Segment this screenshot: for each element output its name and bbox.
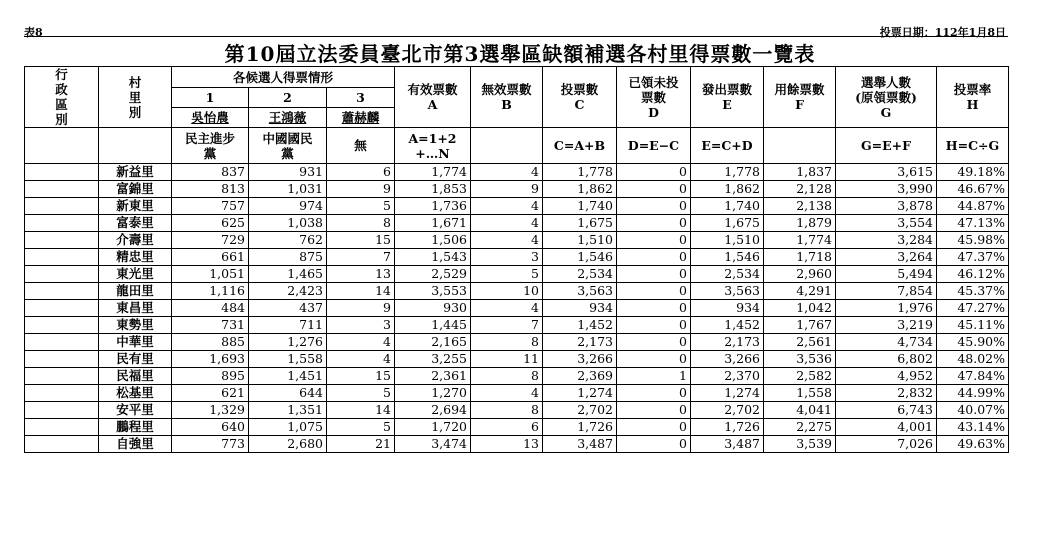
district-cell bbox=[25, 402, 99, 419]
turnout-rate: 45.37% bbox=[937, 283, 1009, 300]
ballots-issued: 2,173 bbox=[691, 334, 764, 351]
votes-candidate-2: 1,038 bbox=[249, 215, 327, 232]
district-cell bbox=[25, 419, 99, 436]
votes-candidate-1: 895 bbox=[172, 368, 249, 385]
formula-issued: E=C+D bbox=[691, 128, 764, 164]
candidate-number: 2 bbox=[249, 88, 327, 108]
electors: 3,284 bbox=[836, 232, 937, 249]
votes-candidate-3: 14 bbox=[327, 402, 395, 419]
unused-ballots: 0 bbox=[617, 300, 691, 317]
turnout-rate: 49.63% bbox=[937, 436, 1009, 453]
unused-ballots: 1 bbox=[617, 368, 691, 385]
village-name: 民福里 bbox=[99, 368, 172, 385]
turnout-rate: 45.11% bbox=[937, 317, 1009, 334]
votes-candidate-2: 762 bbox=[249, 232, 327, 249]
votes-candidate-2: 1,558 bbox=[249, 351, 327, 368]
ballots-remaining: 4,291 bbox=[764, 283, 836, 300]
table-body bbox=[25, 164, 1009, 453]
district-cell bbox=[25, 300, 99, 317]
header-cast: 投票數 C bbox=[543, 67, 617, 128]
district-cell bbox=[25, 351, 99, 368]
village-name: 自強里 bbox=[99, 436, 172, 453]
unused-ballots: 0 bbox=[617, 385, 691, 402]
ballots-remaining: 1,879 bbox=[764, 215, 836, 232]
table-row bbox=[25, 232, 1009, 249]
ballots-remaining: 1,558 bbox=[764, 385, 836, 402]
votes-cast: 3,266 bbox=[543, 351, 617, 368]
formula-turnout: H=C÷G bbox=[937, 128, 1009, 164]
turnout-rate: 45.90% bbox=[937, 334, 1009, 351]
ballots-issued: 1,740 bbox=[691, 198, 764, 215]
header-village-cont bbox=[99, 128, 172, 164]
ballots-remaining: 2,960 bbox=[764, 266, 836, 283]
votes-candidate-3: 8 bbox=[327, 215, 395, 232]
turnout-rate: 47.84% bbox=[937, 368, 1009, 385]
table-row bbox=[25, 215, 1009, 232]
unused-ballots: 0 bbox=[617, 266, 691, 283]
electors: 1,976 bbox=[836, 300, 937, 317]
votes-cast: 2,369 bbox=[543, 368, 617, 385]
header-invalid: 無效票數 B bbox=[471, 67, 543, 128]
votes-cast: 1,862 bbox=[543, 181, 617, 198]
unused-ballots: 0 bbox=[617, 436, 691, 453]
votes-candidate-3: 5 bbox=[327, 198, 395, 215]
unused-ballots: 0 bbox=[617, 283, 691, 300]
electors: 3,219 bbox=[836, 317, 937, 334]
table-row bbox=[25, 249, 1009, 266]
ballots-issued: 1,510 bbox=[691, 232, 764, 249]
valid-votes: 1,720 bbox=[395, 419, 471, 436]
header-district: 行 政 區 別 bbox=[25, 67, 99, 128]
votes-candidate-2: 1,351 bbox=[249, 402, 327, 419]
district-cell bbox=[25, 198, 99, 215]
valid-votes: 1,736 bbox=[395, 198, 471, 215]
valid-votes: 1,506 bbox=[395, 232, 471, 249]
header-village: 村 里 別 bbox=[99, 67, 172, 128]
vote-table bbox=[24, 66, 1009, 453]
votes-candidate-3: 6 bbox=[327, 164, 395, 181]
turnout-rate: 47.37% bbox=[937, 249, 1009, 266]
votes-cast: 2,534 bbox=[543, 266, 617, 283]
ballots-issued: 2,702 bbox=[691, 402, 764, 419]
votes-candidate-2: 2,423 bbox=[249, 283, 327, 300]
valid-votes: 1,445 bbox=[395, 317, 471, 334]
votes-candidate-1: 813 bbox=[172, 181, 249, 198]
votes-cast: 1,510 bbox=[543, 232, 617, 249]
district-cell bbox=[25, 215, 99, 232]
district-cell bbox=[25, 181, 99, 198]
votes-candidate-3: 4 bbox=[327, 351, 395, 368]
formula-remaining bbox=[764, 128, 836, 164]
invalid-votes: 8 bbox=[471, 402, 543, 419]
electors: 4,952 bbox=[836, 368, 937, 385]
valid-votes: 930 bbox=[395, 300, 471, 317]
votes-candidate-1: 757 bbox=[172, 198, 249, 215]
votes-cast: 1,726 bbox=[543, 419, 617, 436]
electors: 6,743 bbox=[836, 402, 937, 419]
turnout-rate: 48.02% bbox=[937, 351, 1009, 368]
ballots-remaining: 3,539 bbox=[764, 436, 836, 453]
header-valid: 有效票數 A bbox=[395, 67, 471, 128]
valid-votes: 2,529 bbox=[395, 266, 471, 283]
electors: 2,832 bbox=[836, 385, 937, 402]
turnout-rate: 44.87% bbox=[937, 198, 1009, 215]
votes-candidate-2: 1,075 bbox=[249, 419, 327, 436]
electors: 6,802 bbox=[836, 351, 937, 368]
votes-candidate-3: 14 bbox=[327, 283, 395, 300]
valid-votes: 3,474 bbox=[395, 436, 471, 453]
table-row bbox=[25, 419, 1009, 436]
header-electors: 選舉人數 (原領票數) G bbox=[836, 67, 937, 128]
candidate-party: 無 bbox=[327, 128, 395, 164]
ballots-issued: 1,452 bbox=[691, 317, 764, 334]
votes-cast: 1,546 bbox=[543, 249, 617, 266]
village-name: 介壽里 bbox=[99, 232, 172, 249]
table-row bbox=[25, 181, 1009, 198]
village-name: 新益里 bbox=[99, 164, 172, 181]
votes-candidate-1: 1,116 bbox=[172, 283, 249, 300]
invalid-votes: 9 bbox=[471, 181, 543, 198]
village-name: 民有里 bbox=[99, 351, 172, 368]
votes-candidate-1: 1,329 bbox=[172, 402, 249, 419]
table-row bbox=[25, 436, 1009, 453]
invalid-votes: 4 bbox=[471, 215, 543, 232]
ballots-issued: 934 bbox=[691, 300, 764, 317]
table-row bbox=[25, 334, 1009, 351]
table-row bbox=[25, 368, 1009, 385]
ballots-remaining: 2,138 bbox=[764, 198, 836, 215]
unused-ballots: 0 bbox=[617, 215, 691, 232]
turnout-rate: 47.27% bbox=[937, 300, 1009, 317]
invalid-votes: 4 bbox=[471, 300, 543, 317]
votes-candidate-3: 5 bbox=[327, 419, 395, 436]
village-name: 松基里 bbox=[99, 385, 172, 402]
votes-candidate-2: 931 bbox=[249, 164, 327, 181]
votes-candidate-3: 13 bbox=[327, 266, 395, 283]
district-cell bbox=[25, 368, 99, 385]
invalid-votes: 10 bbox=[471, 283, 543, 300]
unused-ballots: 0 bbox=[617, 334, 691, 351]
votes-candidate-3: 15 bbox=[327, 232, 395, 249]
table-row bbox=[25, 266, 1009, 283]
votes-cast: 2,702 bbox=[543, 402, 617, 419]
unused-ballots: 0 bbox=[617, 317, 691, 334]
unused-ballots: 0 bbox=[617, 249, 691, 266]
valid-votes: 3,553 bbox=[395, 283, 471, 300]
unused-ballots: 0 bbox=[617, 164, 691, 181]
votes-candidate-2: 644 bbox=[249, 385, 327, 402]
votes-cast: 1,274 bbox=[543, 385, 617, 402]
valid-votes: 1,270 bbox=[395, 385, 471, 402]
header-issued: 發出票數 E bbox=[691, 67, 764, 128]
candidate-name: 蕭赫麟 bbox=[327, 108, 395, 128]
village-name: 安平里 bbox=[99, 402, 172, 419]
village-name: 新東里 bbox=[99, 198, 172, 215]
electors: 3,878 bbox=[836, 198, 937, 215]
votes-candidate-1: 729 bbox=[172, 232, 249, 249]
votes-cast: 1,675 bbox=[543, 215, 617, 232]
electors: 3,554 bbox=[836, 215, 937, 232]
turnout-rate: 49.18% bbox=[937, 164, 1009, 181]
votes-candidate-1: 1,693 bbox=[172, 351, 249, 368]
electors: 4,001 bbox=[836, 419, 937, 436]
votes-candidate-3: 4 bbox=[327, 334, 395, 351]
invalid-votes: 5 bbox=[471, 266, 543, 283]
invalid-votes: 4 bbox=[471, 232, 543, 249]
table-row bbox=[25, 317, 1009, 334]
district-cell bbox=[25, 249, 99, 266]
turnout-rate: 46.12% bbox=[937, 266, 1009, 283]
electors: 7,854 bbox=[836, 283, 937, 300]
votes-cast: 1,452 bbox=[543, 317, 617, 334]
district-cell bbox=[25, 164, 99, 181]
candidate-party: 中國國民 黨 bbox=[249, 128, 327, 164]
turnout-rate: 43.14% bbox=[937, 419, 1009, 436]
table-row bbox=[25, 402, 1009, 419]
invalid-votes: 13 bbox=[471, 436, 543, 453]
district-cell bbox=[25, 436, 99, 453]
votes-cast: 1,778 bbox=[543, 164, 617, 181]
votes-cast: 3,487 bbox=[543, 436, 617, 453]
valid-votes: 2,361 bbox=[395, 368, 471, 385]
votes-candidate-2: 974 bbox=[249, 198, 327, 215]
turnout-rate: 40.07% bbox=[937, 402, 1009, 419]
unused-ballots: 0 bbox=[617, 181, 691, 198]
votes-candidate-3: 15 bbox=[327, 368, 395, 385]
votes-candidate-3: 21 bbox=[327, 436, 395, 453]
ballots-remaining: 2,275 bbox=[764, 419, 836, 436]
ballots-issued: 1,862 bbox=[691, 181, 764, 198]
votes-candidate-2: 1,465 bbox=[249, 266, 327, 283]
ballots-remaining: 2,582 bbox=[764, 368, 836, 385]
votes-candidate-1: 484 bbox=[172, 300, 249, 317]
valid-votes: 1,853 bbox=[395, 181, 471, 198]
votes-candidate-1: 621 bbox=[172, 385, 249, 402]
ballots-remaining: 1,767 bbox=[764, 317, 836, 334]
valid-votes: 2,694 bbox=[395, 402, 471, 419]
ballots-issued: 1,274 bbox=[691, 385, 764, 402]
header-unused: 已領未投 票數 D bbox=[617, 67, 691, 128]
formula-valid: A=1+2 +…N bbox=[395, 128, 471, 164]
invalid-votes: 8 bbox=[471, 334, 543, 351]
ballots-issued: 3,266 bbox=[691, 351, 764, 368]
vote-date: 投票日期：112年1月8日 bbox=[879, 26, 1006, 39]
invalid-votes: 4 bbox=[471, 385, 543, 402]
formula-unused: D=E−C bbox=[617, 128, 691, 164]
village-name: 東昌里 bbox=[99, 300, 172, 317]
votes-candidate-3: 3 bbox=[327, 317, 395, 334]
votes-candidate-1: 661 bbox=[172, 249, 249, 266]
district-cell bbox=[25, 385, 99, 402]
electors: 3,990 bbox=[836, 181, 937, 198]
page-title: 第10屆立法委員臺北市第3選舉區缺額補選各村里得票數一覽表 bbox=[224, 42, 816, 66]
village-name: 精忠里 bbox=[99, 249, 172, 266]
ballots-remaining: 2,128 bbox=[764, 181, 836, 198]
ballots-remaining: 1,042 bbox=[764, 300, 836, 317]
unused-ballots: 0 bbox=[617, 351, 691, 368]
village-name: 龍田里 bbox=[99, 283, 172, 300]
table-row bbox=[25, 351, 1009, 368]
invalid-votes: 7 bbox=[471, 317, 543, 334]
invalid-votes: 3 bbox=[471, 249, 543, 266]
document-label: 表8 bbox=[24, 26, 43, 39]
votes-candidate-3: 5 bbox=[327, 385, 395, 402]
ballots-remaining: 3,536 bbox=[764, 351, 836, 368]
votes-candidate-1: 885 bbox=[172, 334, 249, 351]
votes-candidate-1: 837 bbox=[172, 164, 249, 181]
header-district-cont bbox=[25, 128, 99, 164]
header-turnout: 投票率 H bbox=[937, 67, 1009, 128]
ballots-issued: 1,726 bbox=[691, 419, 764, 436]
ballots-issued: 1,778 bbox=[691, 164, 764, 181]
invalid-votes: 4 bbox=[471, 198, 543, 215]
district-cell bbox=[25, 317, 99, 334]
invalid-votes: 6 bbox=[471, 419, 543, 436]
village-name: 鵬程里 bbox=[99, 419, 172, 436]
votes-candidate-3: 7 bbox=[327, 249, 395, 266]
valid-votes: 1,774 bbox=[395, 164, 471, 181]
village-name: 富錦里 bbox=[99, 181, 172, 198]
ballots-issued: 2,534 bbox=[691, 266, 764, 283]
electors: 3,264 bbox=[836, 249, 937, 266]
votes-candidate-2: 2,680 bbox=[249, 436, 327, 453]
unused-ballots: 0 bbox=[617, 198, 691, 215]
village-name: 中華里 bbox=[99, 334, 172, 351]
ballots-remaining: 1,837 bbox=[764, 164, 836, 181]
votes-candidate-2: 1,451 bbox=[249, 368, 327, 385]
ballots-issued: 3,563 bbox=[691, 283, 764, 300]
ballots-issued: 2,370 bbox=[691, 368, 764, 385]
turnout-rate: 44.99% bbox=[937, 385, 1009, 402]
unused-ballots: 0 bbox=[617, 402, 691, 419]
valid-votes: 1,671 bbox=[395, 215, 471, 232]
header-remaining: 用餘票數 F bbox=[764, 67, 836, 128]
turnout-rate: 45.98% bbox=[937, 232, 1009, 249]
valid-votes: 1,543 bbox=[395, 249, 471, 266]
table-row bbox=[25, 283, 1009, 300]
ballots-remaining: 4,041 bbox=[764, 402, 836, 419]
votes-candidate-2: 711 bbox=[249, 317, 327, 334]
table-row bbox=[25, 385, 1009, 402]
votes-cast: 934 bbox=[543, 300, 617, 317]
votes-candidate-2: 1,031 bbox=[249, 181, 327, 198]
votes-candidate-1: 1,051 bbox=[172, 266, 249, 283]
ballots-remaining: 1,774 bbox=[764, 232, 836, 249]
electors: 5,494 bbox=[836, 266, 937, 283]
turnout-rate: 46.67% bbox=[937, 181, 1009, 198]
table-row bbox=[25, 164, 1009, 181]
header-divider bbox=[24, 36, 1008, 37]
candidate-number: 3 bbox=[327, 88, 395, 108]
district-cell bbox=[25, 283, 99, 300]
district-cell bbox=[25, 266, 99, 283]
invalid-votes: 4 bbox=[471, 164, 543, 181]
formula-invalid bbox=[471, 128, 543, 164]
district-cell bbox=[25, 334, 99, 351]
votes-cast: 3,563 bbox=[543, 283, 617, 300]
votes-cast: 1,740 bbox=[543, 198, 617, 215]
votes-candidate-1: 640 bbox=[172, 419, 249, 436]
header-candidates-group: 各候選人得票情形 bbox=[172, 67, 395, 88]
candidate-name: 吳怡農 bbox=[172, 108, 249, 128]
votes-cast: 2,173 bbox=[543, 334, 617, 351]
votes-candidate-3: 9 bbox=[327, 181, 395, 198]
unused-ballots: 0 bbox=[617, 419, 691, 436]
ballots-issued: 1,546 bbox=[691, 249, 764, 266]
votes-candidate-3: 9 bbox=[327, 300, 395, 317]
electors: 3,615 bbox=[836, 164, 937, 181]
candidate-number: 1 bbox=[172, 88, 249, 108]
valid-votes: 3,255 bbox=[395, 351, 471, 368]
formula-electors: G=E+F bbox=[836, 128, 937, 164]
unused-ballots: 0 bbox=[617, 232, 691, 249]
ballots-remaining: 2,561 bbox=[764, 334, 836, 351]
votes-candidate-1: 773 bbox=[172, 436, 249, 453]
table-row bbox=[25, 300, 1009, 317]
votes-candidate-1: 731 bbox=[172, 317, 249, 334]
valid-votes: 2,165 bbox=[395, 334, 471, 351]
ballots-remaining: 1,718 bbox=[764, 249, 836, 266]
electors: 4,734 bbox=[836, 334, 937, 351]
district-cell bbox=[25, 232, 99, 249]
votes-candidate-2: 437 bbox=[249, 300, 327, 317]
votes-candidate-2: 1,276 bbox=[249, 334, 327, 351]
invalid-votes: 11 bbox=[471, 351, 543, 368]
votes-candidate-1: 625 bbox=[172, 215, 249, 232]
candidate-name: 王鴻薇 bbox=[249, 108, 327, 128]
table-row bbox=[25, 198, 1009, 215]
village-name: 東勢里 bbox=[99, 317, 172, 334]
turnout-rate: 47.13% bbox=[937, 215, 1009, 232]
formula-cast: C=A+B bbox=[543, 128, 617, 164]
candidate-party: 民主進步 黨 bbox=[172, 128, 249, 164]
electors: 7,026 bbox=[836, 436, 937, 453]
invalid-votes: 8 bbox=[471, 368, 543, 385]
votes-candidate-2: 875 bbox=[249, 249, 327, 266]
village-name: 東光里 bbox=[99, 266, 172, 283]
village-name: 富泰里 bbox=[99, 215, 172, 232]
ballots-issued: 1,675 bbox=[691, 215, 764, 232]
ballots-issued: 3,487 bbox=[691, 436, 764, 453]
